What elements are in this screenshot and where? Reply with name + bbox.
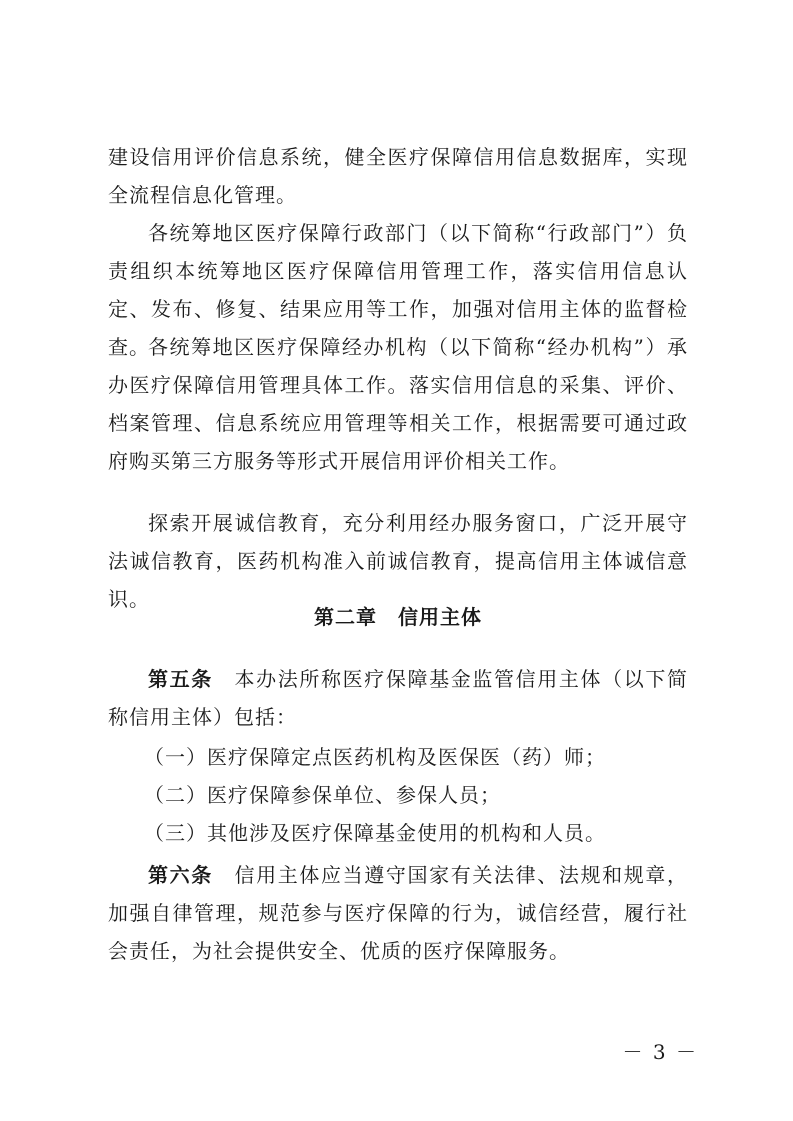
paragraph-integrity-education: 探索开展诚信教育，充分利用经办服务窗口，广泛开展守法诚信教育，医药机构准入前诚信教育，提高信用主体诚信意识。 <box>108 511 688 611</box>
article-5-item-3: （三）其他涉及医疗保障基金使用的机构和人员。 <box>144 821 606 845</box>
paragraph-agency: 各统筹地区医疗保障经办机构（以下简称“经办机构”）承办医疗保障信用管理具体工作。落实信用信息的采集、评价、档案管理、信息系统应用管理等相关工作，根据需要可通过政府购买第三方服务等形式开展信用评价相关工作。 <box>108 335 688 473</box>
chapter-title: 第二章 信用主体 <box>314 605 482 629</box>
paragraph-info-system: 建设信用评价信息系统，健全医疗保障信用信息数据库，实现全流程信息化管理。 <box>108 145 688 207</box>
article-6 <box>108 856 688 970</box>
article-5-item-1: （一）医疗保障定点医药机构及医保医（药）师； <box>144 745 606 769</box>
article-5-text: 本办法所称医疗保障基金监管信用主体（以下简称信用主体）包括： <box>108 667 688 729</box>
page-number: － 3 － <box>622 1040 698 1064</box>
article-6-spacer <box>213 863 235 887</box>
paragraph-administrative-dept: 各统筹地区医疗保障行政部门（以下简称“行政部门”）负责组织本统筹地区医疗保障信用管理工作，落实信用信息认定、发布、修复、结果应用等工作，加强对信用主体的监督检查。 <box>108 221 688 359</box>
article-5-number: 第五条 <box>148 667 213 691</box>
article-6-number: 第六条 <box>148 863 213 887</box>
article-6-text: 信用主体应当遵守国家有关法律、法规和规章，加强自律管理，规范参与医疗保障的行为，诚信经营，履行社会责任，为社会提供安全、优质的医疗保障服务。 <box>108 863 688 963</box>
article-5-spacer <box>213 667 235 691</box>
article-5-item-2: （二）医疗保障参保单位、参保人员； <box>144 783 501 807</box>
article-5 <box>108 660 688 736</box>
